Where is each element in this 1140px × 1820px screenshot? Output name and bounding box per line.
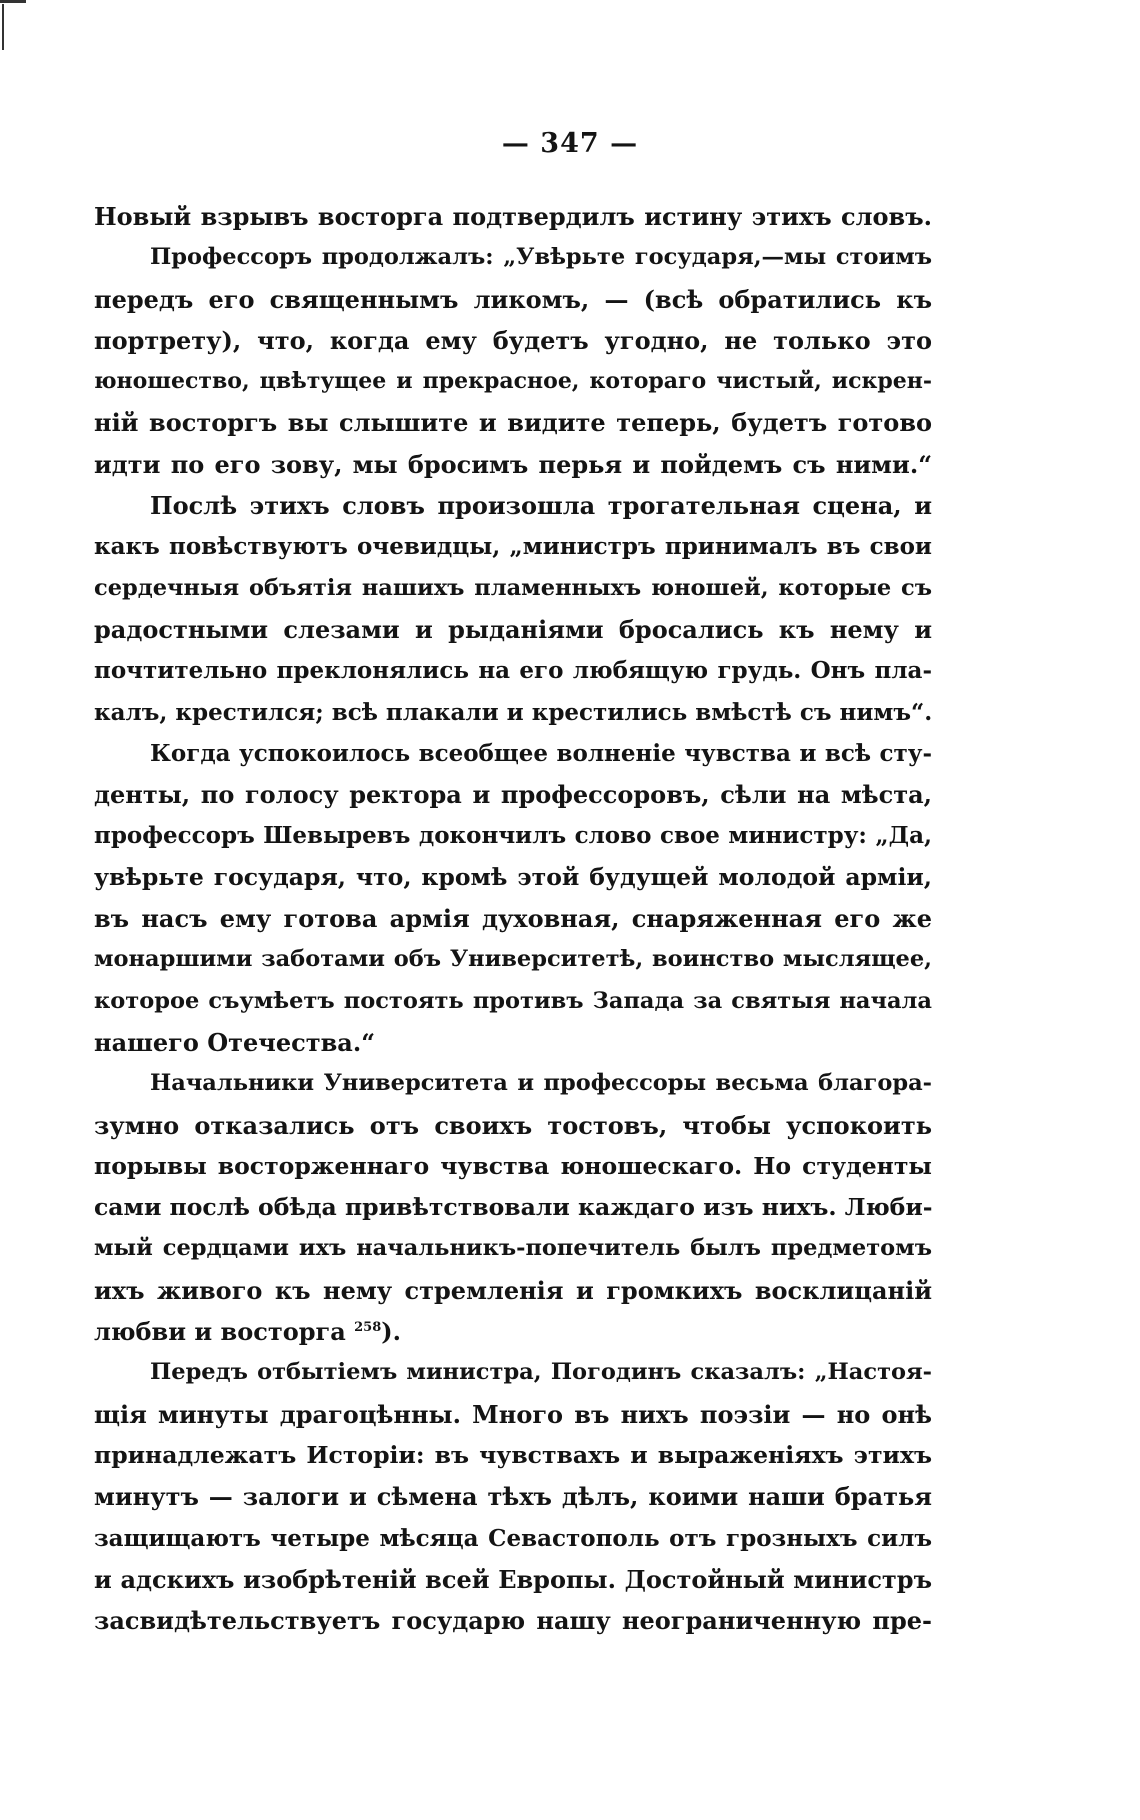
text-line-content: юношество, цвѣтущее и прекрасное, котораго чистый, искрен-: [94, 368, 932, 395]
scan-speck-top-left: [0, 0, 26, 3]
text-line-content: сами послѣ обѣда привѣтствовали каждаго изъ нихъ. Люби-: [94, 1193, 933, 1222]
text-line: [94, 196, 932, 237]
text-line: [94, 774, 932, 815]
text-line-content: порывы восторженнаго чувства юношескаго. Но студенты: [94, 1151, 932, 1180]
text-line: [94, 1600, 932, 1641]
text-line: [94, 609, 932, 650]
text-line-content: нашего Отечества.“: [94, 1027, 376, 1057]
text-line-content: портрету), что, когда ему будетъ угодно, не только это: [94, 325, 932, 355]
text-line-content: какъ повѣствуютъ очевидцы, „министръ принималъ въ свои: [94, 533, 932, 561]
text-line-content: идти по его зову, мы бросимъ перья и пойдемъ съ ними.“: [94, 449, 932, 479]
text-line: [94, 898, 932, 939]
text-line: [94, 733, 932, 774]
text-line-content: Начальники Университета и профессоры весьма благора-: [150, 1070, 932, 1097]
footnote-closing: ).: [381, 1317, 401, 1347]
text-line-content: минутъ — залоги и сѣмена тѣхъ дѣлъ, коими наши братья: [94, 1482, 932, 1512]
text-line-content: ній восторгъ вы слышите и видите теперь, будетъ готово: [94, 408, 932, 438]
text-line-content: защищаютъ четыре мѣсяца Севастополь отъ грозныхъ силъ: [94, 1524, 932, 1552]
text-line: [94, 692, 932, 733]
scan-speck-left-edge: [2, 4, 4, 50]
body-text: [94, 196, 932, 1641]
text-line: [94, 1063, 932, 1104]
text-line-content: передъ его священнымъ ликомъ, — (всѣ обратились къ: [94, 284, 932, 314]
text-line-content: Послѣ этихъ словъ произошла трогательная сцена, и: [150, 491, 932, 521]
text-line-content: которое съумѣетъ постоять противъ Запада за святыя начала: [94, 987, 932, 1014]
text-line: [94, 1022, 932, 1063]
text-line: [94, 1146, 932, 1187]
text-line: [94, 1394, 932, 1435]
text-line: [94, 237, 932, 278]
text-line: [94, 279, 932, 320]
text-line-content: въ насъ ему готова армія духовная, снаряженная его же: [94, 904, 932, 934]
text-line-content: мый сердцами ихъ начальникъ-попечитель былъ предметомъ: [94, 1235, 932, 1262]
text-line: [94, 361, 932, 402]
text-line: [94, 1476, 932, 1517]
text-line-content: почтительно преклонялись на его любящую грудь. Онъ пла-: [94, 657, 932, 685]
text-line-content: любви и восторга: [94, 1317, 346, 1347]
text-line: [94, 320, 932, 361]
text-line-content: принадлежатъ Исторіи: въ чувствахъ и выраженіяхъ этихъ: [94, 1440, 932, 1469]
text-line: [94, 815, 932, 856]
text-line-content: профессоръ Шевыревъ докончилъ слово свое министру: „Да,: [94, 822, 932, 850]
text-line: [94, 939, 932, 980]
text-line: [94, 650, 932, 691]
text-line: [94, 1518, 932, 1559]
text-line: [94, 1559, 932, 1600]
text-line: [94, 981, 932, 1022]
page-number: — 347 —: [501, 128, 639, 159]
text-line: [94, 1311, 932, 1352]
text-line-content: Передъ отбытіемъ министра, Погодинъ сказалъ: „Настоя-: [150, 1359, 932, 1386]
text-line-content: ихъ живого къ нему стремленія и громкихъ восклицаній: [94, 1275, 932, 1305]
text-line-content: денты, по голосу ректора и профессоровъ, сѣли на мѣста,: [94, 780, 932, 810]
text-line-content: увѣрьте государя, что, кромѣ этой будущей молодой арміи,: [94, 862, 932, 891]
text-line: [94, 1270, 932, 1311]
text-line-content: Новый взрывъ восторга подтвердилъ истину этихъ словъ.: [94, 202, 932, 231]
text-line: [94, 1187, 932, 1228]
text-line-content: монаршими заботами объ Университетѣ, воинство мыслящее,: [94, 946, 932, 973]
text-line: [94, 1105, 932, 1146]
text-line: [94, 857, 932, 898]
text-line: [94, 1228, 932, 1269]
text-line: [94, 402, 932, 443]
text-line-content: сердечныя объятія нашихъ пламенныхъ юношей, которые съ: [94, 574, 932, 601]
text-line-content: Профессоръ продолжалъ: „Увѣрьте государя,—мы стоимъ: [150, 244, 932, 271]
text-line: [94, 568, 932, 609]
text-line: [94, 526, 932, 567]
text-line-content: Когда успокоилось всеобщее волненіе чувства и всѣ сту-: [150, 739, 932, 767]
text-line: [94, 444, 932, 485]
text-line-content: радостными слезами и рыданіями бросались къ нему и: [94, 614, 932, 644]
text-line-content: засвидѣтельствуетъ государю нашу неограниченную пре-: [94, 1606, 932, 1636]
text-line-content: и адскихъ изобрѣтеній всей Европы. Достойный министръ: [94, 1564, 932, 1594]
text-line: [94, 485, 932, 526]
footnote-reference: 258: [354, 1320, 382, 1336]
text-line: [94, 1352, 932, 1393]
text-line-content: щія минуты драгоцѣнны. Много въ нихъ поэзіи — но онѣ: [94, 1399, 932, 1429]
text-line-content: калъ, крестился; всѣ плакали и крестились вмѣстѣ съ нимъ“.: [94, 698, 933, 726]
text-line-content: зумно отказались отъ своихъ тостовъ, чтобы успокоить: [94, 1110, 932, 1140]
text-line: [94, 1435, 932, 1476]
